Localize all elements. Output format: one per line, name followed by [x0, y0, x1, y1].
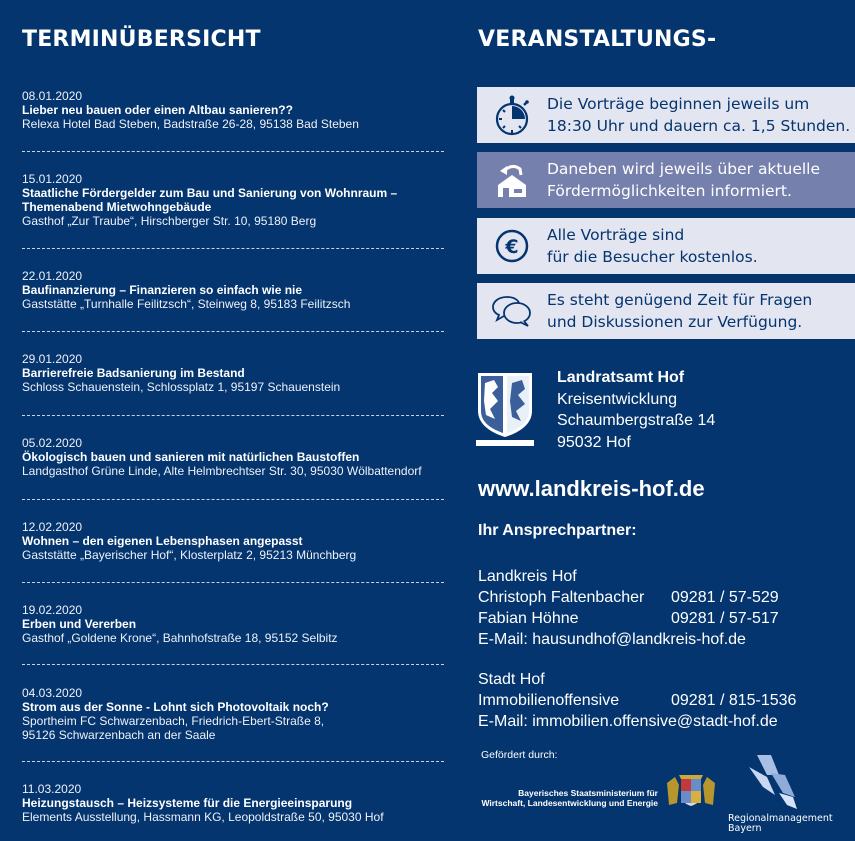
dashed-divider	[22, 331, 444, 332]
dashed-divider	[22, 582, 444, 583]
event-title: Lieber neu bauen oder einen Altbau sanieren??	[22, 103, 293, 117]
event-title: Ökologisch bauen und sanieren mit natürlichen Baustoffen	[22, 450, 360, 464]
contact-group-title: Landkreis Hof	[478, 568, 577, 585]
euro-cycle-icon	[477, 218, 547, 274]
event-title: Barrierefreie Badsanierung im Bestand	[22, 366, 245, 380]
event-item	[22, 89, 446, 131]
regionalmanagement-text	[728, 814, 833, 834]
contact-phone[interactable]: 09281 / 57-517	[671, 610, 779, 627]
event-item	[22, 686, 446, 742]
dashed-divider	[22, 664, 444, 665]
event-place: Sportheim FC Schwarzenbach, Friedrich-Ebert-Straße 8,	[22, 714, 325, 728]
bavaria-coat-of-arms-logo	[665, 773, 717, 809]
dashed-divider	[22, 761, 444, 762]
event-date: 04.03.2020	[22, 686, 83, 700]
event-title: Erben und Vererben	[22, 617, 137, 631]
contact-stadt	[478, 669, 848, 732]
info-box-funding	[477, 152, 855, 208]
info-line: Daneben wird jeweils über aktuelle	[547, 160, 820, 178]
info-text	[547, 93, 850, 137]
info-line: Die Vorträge beginnen jeweils um	[547, 95, 810, 113]
event-title: Heizungstausch – Heizsysteme für die Energieeinsparung	[22, 796, 353, 810]
info-line: für die Besucher kostenlos.	[547, 248, 758, 266]
org-city: 95032 Hof	[557, 433, 631, 451]
event-place-line2: 95126 Schwarzenbach an der Saale	[22, 728, 216, 742]
event-date: 08.01.2020	[22, 89, 83, 103]
event-item	[22, 172, 446, 228]
event-date: 15.01.2020	[22, 172, 83, 186]
info-line: Es steht genügend Zeit für Fragen	[547, 291, 813, 309]
event-date: 05.02.2020	[22, 436, 83, 450]
event-date: 19.02.2020	[22, 603, 83, 617]
website-link[interactable]: www.landkreis-hof.de	[478, 476, 705, 501]
event-item	[22, 520, 446, 562]
info-box-discussion	[477, 283, 855, 339]
event-title-line2: Themenabend Mietwohngebäude	[22, 200, 212, 214]
events-heading: VERANSTALTUNGS-	[478, 27, 717, 52]
org-name: Landratsamt Hof	[557, 369, 685, 386]
contact-name: Christoph Faltenbacher	[478, 589, 645, 606]
event-item	[22, 603, 446, 645]
rm-line: Regionalmanagement	[728, 813, 833, 824]
house-arrow-icon	[477, 152, 547, 208]
contact-name: Immobilienoffensive	[478, 692, 620, 709]
info-line: 18:30 Uhr und dauern ca. 1,5 Stunden.	[547, 117, 851, 135]
dashed-divider	[22, 499, 444, 500]
schedule-heading: TERMINÜBERSICHT	[22, 27, 261, 52]
event-date: 11.03.2020	[22, 782, 82, 796]
event-place: Elements Ausstellung, Hassmann KG, Leopoldstraße 50, 95030 Hof	[22, 810, 384, 824]
contact-landkreis	[478, 566, 848, 650]
contact-group-title: Stadt Hof	[478, 671, 545, 688]
contact-row	[478, 690, 848, 711]
contact-heading: Ihr Ansprechpartner:	[478, 522, 637, 539]
event-place: Gaststätte „Turnhalle Feilitzsch“, Steinweg 8, 95183 Feilitzsch	[22, 297, 351, 311]
ministry-line: Bayerisches Staatsministerium für	[518, 788, 658, 798]
event-title: Baufinanzierung – Finanzieren so einfach wie nie	[22, 283, 303, 297]
org-department: Kreisentwicklung	[557, 390, 678, 408]
regionalmanagement-logo	[745, 753, 805, 811]
info-text	[547, 158, 820, 202]
contact-email[interactable]: E-Mail: immobilien.offensive@stadt-hof.de	[478, 713, 778, 730]
event-title: Strom aus der Sonne - Lohnt sich Photovoltaik noch?	[22, 700, 329, 714]
event-item	[22, 269, 446, 311]
event-item	[22, 436, 446, 478]
event-place: Gaststätte „Bayerischer Hof“, Klosterplatz 2, 95213 Münchberg	[22, 548, 357, 562]
event-date: 29.01.2020	[22, 352, 83, 366]
event-place: Gasthof „Goldene Krone“, Bahnhofstraße 18, 95152 Selbitz	[22, 631, 338, 645]
contact-name: Fabian Höhne	[478, 610, 579, 627]
org-street: Schaumbergstraße 14	[557, 412, 716, 429]
event-item	[22, 782, 446, 824]
contact-email[interactable]: E-Mail: hausundhof@landkreis-hof.de	[478, 631, 746, 648]
stopwatch-icon	[477, 87, 547, 143]
info-line: Alle Vorträge sind	[547, 226, 685, 244]
event-title: Staatliche Fördergelder zum Bau und Sanierung von Wohnraum –	[22, 186, 398, 200]
dashed-divider	[22, 151, 444, 152]
organization-address	[557, 367, 715, 453]
funded-by-label: Gefördert durch:	[481, 749, 558, 761]
event-title: Wohnen – den eigenen Lebensphasen angepasst	[22, 534, 303, 548]
event-place: Gasthof „Zur Traube“, Hirschberger Str. 10, 95180 Berg	[22, 214, 317, 228]
svg-text:€: €	[505, 236, 519, 258]
info-line: Fördermöglichkeiten informiert.	[547, 182, 792, 200]
contact-phone[interactable]: 09281 / 815-1536	[671, 692, 797, 709]
event-place: Schloss Schauenstein, Schlossplatz 1, 95197 Schauenstein	[22, 380, 341, 394]
info-box-cost	[477, 218, 855, 274]
speech-bubbles-icon	[477, 283, 547, 339]
info-box-time	[477, 87, 855, 143]
contact-row	[478, 608, 848, 629]
ministry-name	[476, 788, 658, 808]
event-place: Relexa Hotel Bad Steben, Badstraße 26-28, 95138 Bad Steben	[22, 117, 359, 131]
contact-phone[interactable]: 09281 / 57-529	[671, 589, 779, 606]
event-item	[22, 352, 446, 394]
contact-row	[478, 587, 848, 608]
event-date: 12.02.2020	[22, 520, 83, 534]
dashed-divider	[22, 415, 444, 416]
ministry-line: Wirtschaft, Landesentwicklung und Energie	[481, 798, 658, 808]
event-date: 22.01.2020	[22, 269, 83, 283]
landkreis-crest-logo	[476, 371, 534, 447]
info-text	[547, 224, 758, 268]
rm-line: Bayern	[728, 823, 762, 834]
event-place: Landgasthof Grüne Linde, Alte Helmbrechtser Str. 30, 95030 Wölbattendorf	[22, 464, 422, 478]
info-text	[547, 289, 812, 333]
info-line: und Diskussionen zur Verfügung.	[547, 313, 803, 331]
dashed-divider	[22, 248, 444, 249]
